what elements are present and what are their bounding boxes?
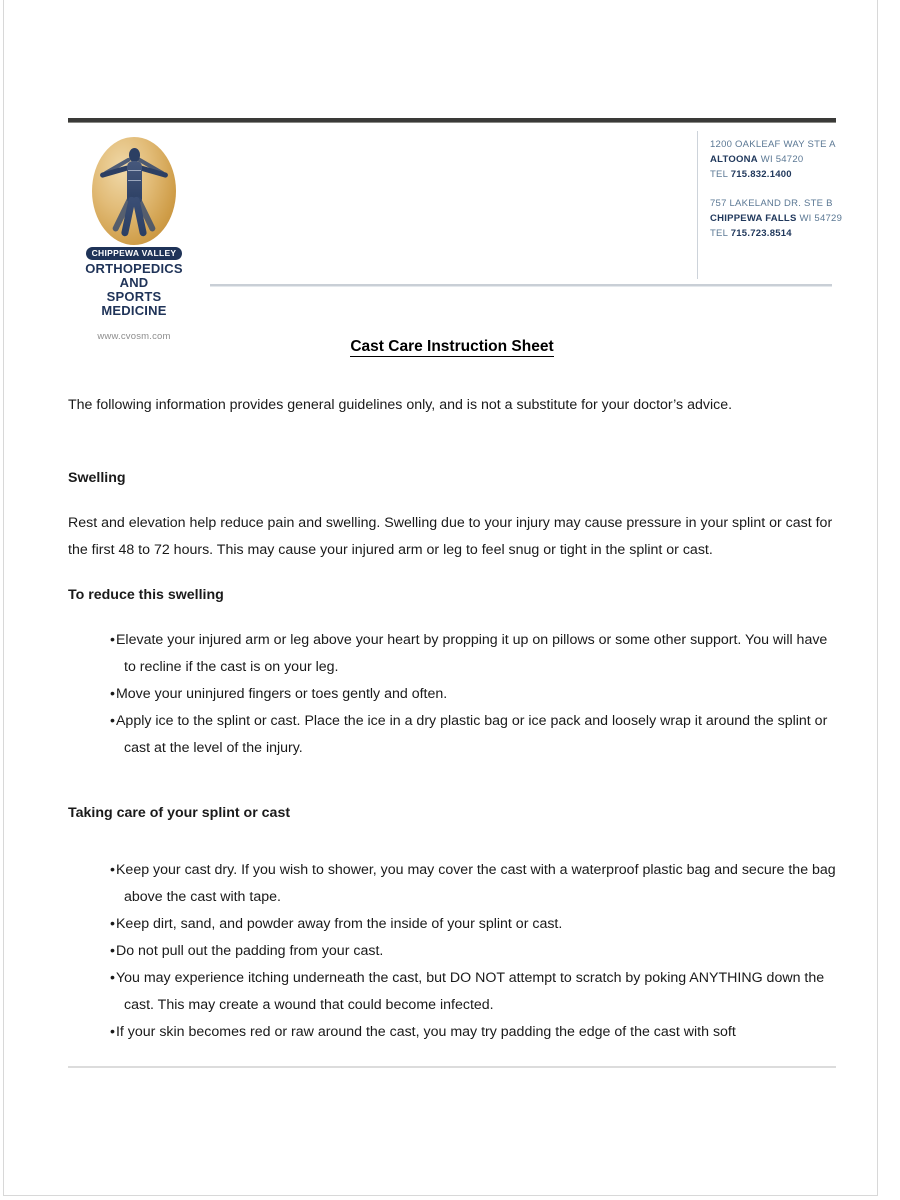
- document-body: [68, 392, 836, 1046]
- logo-name-line-2: SPORTS MEDICINE: [101, 289, 167, 318]
- list-item: • Keep your cast dry. If you wish to shower, you may cover the cast with a waterproof plastic bag and secure the bag above the cast with tape.: [110, 857, 836, 911]
- list-item: • You may experience itching underneath the cast, but DO NOT attempt to scratch by poking ANYTHING down the cast. This may create a wound that could become infected.: [110, 965, 836, 1019]
- address-street: 757 LAKELAND DR. STE B: [710, 198, 833, 209]
- address-tel-number: 715.723.8514: [730, 228, 792, 239]
- letterhead-secondary-rule: [210, 284, 832, 287]
- list-item: • Move your uninjured fingers or toes gently and often.: [110, 681, 836, 708]
- logo-name-line-1: ORTHOPEDICS AND: [85, 261, 183, 290]
- logo-website[interactable]: www.cvosm.com: [97, 331, 171, 342]
- letterhead-top-rule: [68, 118, 836, 123]
- intro-paragraph: The following information provides general guidelines only, and is not a substitute for your doctor’s advice.: [68, 397, 733, 413]
- list-item: • Elevate your injured arm or leg above your heart by propping it up on pillows or some other support. You will have to recline if the cast is on your leg.: [110, 627, 836, 681]
- list-item: • Do not pull out the padding from your cast.: [110, 938, 836, 965]
- list-item: • Apply ice to the splint or cast. Place the ice in a dry plastic bag or ice pack and loosely wrap it around the splint or cast at the level of the injury.: [110, 708, 836, 762]
- address-tel-label: TEL: [710, 169, 728, 180]
- address-tel-number: 715.832.1400: [730, 169, 792, 180]
- address-block-chippewa-falls: [710, 196, 870, 241]
- address-state-zip: WI 54729: [799, 213, 843, 224]
- section-heading-taking-care: Taking care of your splint or cast: [68, 805, 291, 821]
- list-item: • Keep dirt, sand, and powder away from the inside of your splint or cast.: [110, 911, 836, 938]
- address-city: CHIPPEWA FALLS: [710, 213, 797, 224]
- section-heading-reduce-swelling: To reduce this swelling: [68, 587, 224, 603]
- bullet-list-reduce-swelling: [110, 627, 836, 762]
- address-state-zip: WI 54720: [760, 154, 804, 165]
- clinic-addresses: [710, 137, 870, 241]
- address-street: 1200 OAKLEAF WAY STE A: [710, 139, 836, 150]
- figure-head: [129, 148, 140, 162]
- page-bottom-rule: [68, 1066, 836, 1068]
- vitruvian-figure-icon: [92, 137, 176, 245]
- page-border-right: [877, 0, 878, 1196]
- section-paragraph-swelling: Rest and elevation help reduce pain and swelling. Swelling due to your injury may cause pressure in your splint or cast for the first 48 to 72 hours. This may cause your injured arm or leg to feel snug or tight in the splint or cast.: [68, 515, 833, 558]
- page-border-bottom: [3, 1195, 878, 1196]
- page-title: [68, 338, 836, 356]
- company-logo: [74, 137, 194, 342]
- address-vertical-divider: [697, 131, 698, 279]
- bullet-list-taking-care: [110, 857, 836, 1046]
- logo-banner-text: CHIPPEWA VALLEY: [86, 247, 182, 260]
- page-title-text: Cast Care Instruction Sheet: [350, 338, 554, 355]
- address-tel-label: TEL: [710, 228, 728, 239]
- section-heading-swelling: Swelling: [68, 470, 126, 486]
- list-item: • If your skin becomes red or raw around the cast, you may try padding the edge of the cast with soft: [110, 1019, 836, 1046]
- address-city: ALTOONA: [710, 154, 758, 165]
- page-border-left: [3, 0, 4, 1196]
- address-block-altoona: [710, 137, 870, 182]
